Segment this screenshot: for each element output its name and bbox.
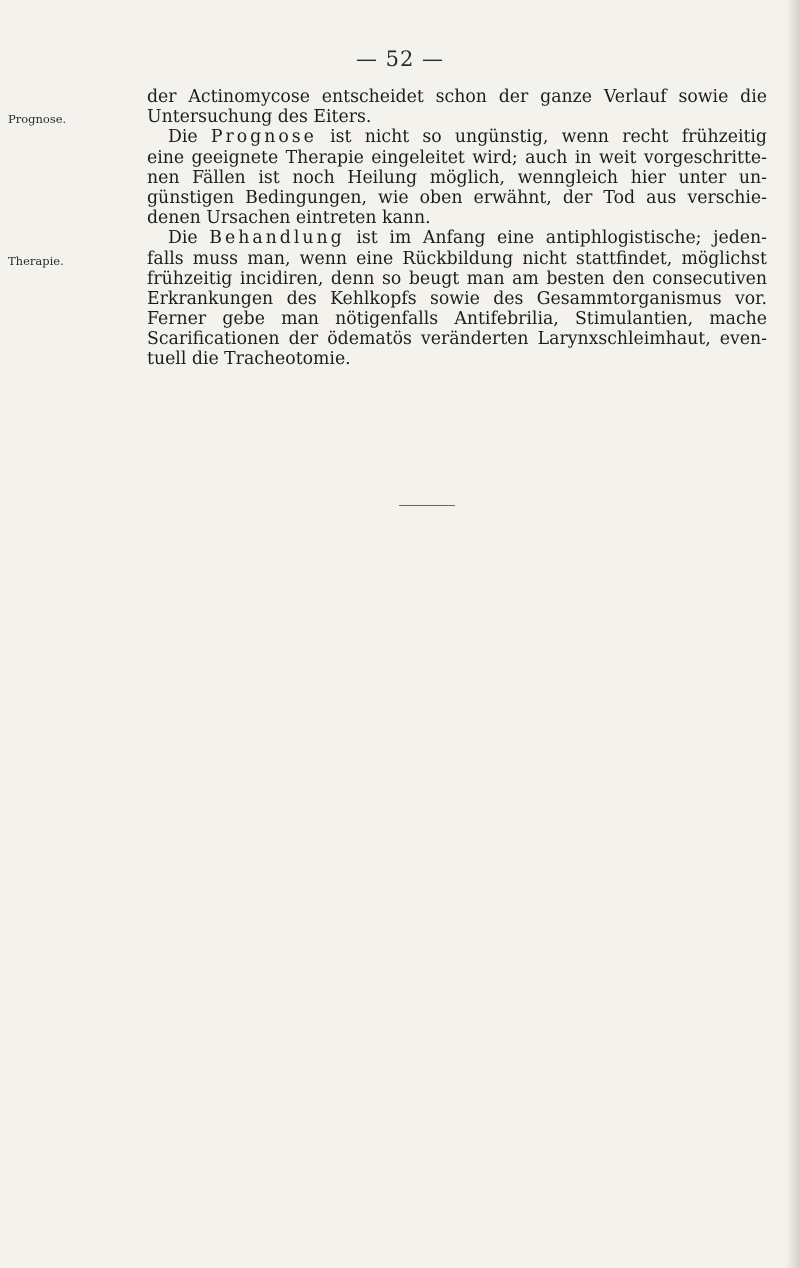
section-divider xyxy=(399,505,455,506)
text-line: nen Fällen ist noch Heilung möglich, wenngleich hier unter un- xyxy=(147,167,767,188)
text-line: günstigen Bedingungen, wie oben erwähnt, der Tod aus verschie- xyxy=(147,187,767,208)
text-line: Untersuchung des Eiters. xyxy=(147,107,372,128)
text-fragment: ist im Anfang eine antiphlogistische; jeden- xyxy=(356,228,767,249)
page-edge-shadow xyxy=(786,0,800,1268)
emphasis-behandlung: Behandlung xyxy=(209,228,345,249)
text-fragment: Die xyxy=(168,127,198,148)
page-number: — 52 — xyxy=(355,47,445,71)
text-line xyxy=(147,127,767,147)
text-line: der Actinomycose entscheidet schon der ganze Verlauf sowie die xyxy=(147,87,767,107)
text-line xyxy=(147,228,767,248)
text-line: falls muss man, wenn eine Rückbildung nicht stattfindet, möglichst xyxy=(147,248,767,269)
text-line: Scarificationen der ödematös veränderten Larynxschleimhaut, even- xyxy=(147,329,767,350)
text-line: eine geeignete Therapie eingeleitet wird; auch in weit vorgeschritte- xyxy=(147,147,767,168)
text-line: Ferner gebe man nötigenfalls Antifebrilia, Stimulantien, mache xyxy=(147,309,767,330)
text-line: tuell die Tracheotomie. xyxy=(147,349,351,370)
emphasis-prognose: Prognose xyxy=(210,127,317,148)
margin-note-prognose: Prognose. xyxy=(8,112,67,126)
text-fragment: Die xyxy=(168,228,198,249)
body-text xyxy=(147,87,767,370)
text-line: Erkrankungen des Kehlkopfs sowie des Gesammtorganismus vor. xyxy=(147,288,767,309)
margin-note-therapie: Therapie. xyxy=(8,254,64,268)
text-line: frühzeitig incidiren, denn so beugt man am besten den consecutiven xyxy=(147,268,767,289)
text-line: denen Ursachen eintreten kann. xyxy=(147,208,431,229)
text-fragment: ist nicht so ungünstig, wenn recht frühzeitig xyxy=(330,127,767,148)
